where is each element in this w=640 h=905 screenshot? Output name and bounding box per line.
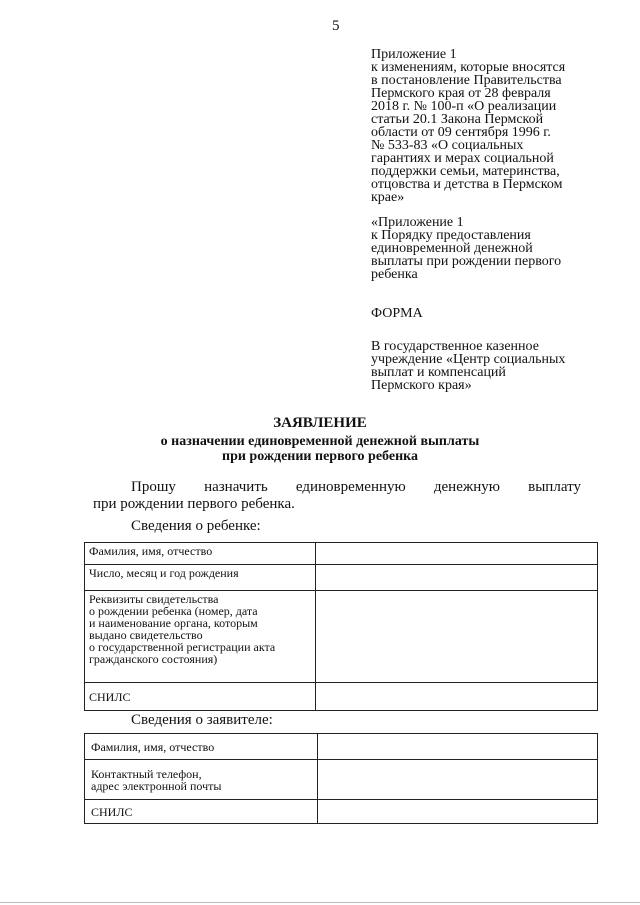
- applicant-full-name-row: [85, 734, 598, 760]
- applicant-snils-field[interactable]: [318, 800, 598, 824]
- page-number: 5: [332, 18, 340, 34]
- appendix-main-line: Пермского края от 28 февраля: [371, 86, 551, 101]
- document-subtitle-line1: о назначении единовременной денежной выплаты: [160, 434, 480, 449]
- page-bottom-edge: [0, 902, 640, 903]
- child-certificate-row: [85, 591, 598, 683]
- appendix-main-line: в постановление Правительства: [371, 73, 562, 88]
- request-word: единовременную: [295, 479, 406, 495]
- request-word: Прошу: [131, 479, 176, 495]
- addressee-line: В государственное казенное: [371, 339, 539, 354]
- appendix-main-line: 2018 г. № 100-п «О реализации: [371, 99, 557, 114]
- addressee-line: учреждение «Центр социальных: [371, 352, 566, 367]
- form-label: ФОРМА: [371, 306, 423, 321]
- child-section-heading: Сведения о ребенке:: [131, 518, 261, 534]
- child-birth-date-field[interactable]: [316, 565, 598, 591]
- child-certificate-field[interactable]: [316, 591, 598, 683]
- certificate-label-line: о рождении ребенка (номер, дата: [89, 604, 258, 618]
- applicant-contact-label: [85, 760, 318, 800]
- applicant-snils-label: СНИЛС: [85, 800, 318, 824]
- child-certificate-label: [85, 591, 316, 683]
- applicant-full-name-label: Фамилия, имя, отчество: [85, 734, 318, 760]
- appendix-procedure-line: единовременной денежной: [371, 241, 533, 256]
- appendix-main-line: области от 09 сентября 1996 г.: [371, 125, 551, 140]
- document-title: ЗАЯВЛЕНИЕ: [273, 415, 367, 431]
- contact-label-line: адрес электронной почты: [91, 778, 222, 793]
- appendix-main-line: отцовства и детства в Пермском: [371, 177, 563, 192]
- appendix-main-line: № 533-83 «О социальных: [371, 138, 524, 153]
- certificate-label-line: Реквизиты свидетельства: [89, 592, 219, 606]
- certificate-label-line: о государственной регистрации акта: [89, 640, 276, 654]
- appendix-main-line: статьи 20.1 Закона Пермской: [371, 112, 544, 127]
- document-subtitle-line2: при рождении первого ребенка: [222, 449, 418, 464]
- child-info-table: [84, 542, 598, 711]
- applicant-snils-row: [85, 800, 598, 824]
- appendix-main-line: к изменениям, которые вносятся: [371, 60, 566, 75]
- appendix-main-block: [371, 48, 603, 204]
- applicant-info-table: [84, 733, 598, 824]
- child-full-name-field[interactable]: [316, 543, 598, 565]
- child-snils-label: СНИЛС: [85, 683, 316, 711]
- appendix-main-line: поддержки семьи, материнства,: [371, 164, 560, 179]
- appendix-main-line: крае»: [371, 190, 405, 205]
- certificate-label-line: гражданского состояния): [89, 652, 218, 666]
- request-word: назначить: [204, 479, 268, 495]
- appendix-procedure-line: выплаты при рождении первого: [371, 254, 562, 269]
- request-text-line1: [131, 479, 581, 496]
- appendix-procedure-line: к Порядку предоставления: [371, 228, 531, 243]
- request-word: выплату: [528, 479, 581, 495]
- contact-label-line: Контактный телефон,: [91, 766, 202, 781]
- child-birth-date-row: [85, 565, 598, 591]
- appendix-main-line: Приложение 1: [371, 47, 457, 62]
- addressee-block: [371, 340, 603, 392]
- child-full-name-label: Фамилия, имя, отчество: [85, 543, 316, 565]
- request-text-line2: при рождении первого ребенка.: [93, 496, 295, 512]
- addressee-line: Пермского края»: [371, 378, 472, 393]
- applicant-full-name-field[interactable]: [318, 734, 598, 760]
- addressee-line: выплат и компенсаций: [371, 365, 506, 380]
- applicant-contact-field[interactable]: [318, 760, 598, 800]
- child-full-name-row: [85, 543, 598, 565]
- certificate-label-line: выдано свидетельство: [89, 628, 203, 642]
- certificate-label-line: и наименование органа, которым: [89, 616, 258, 630]
- appendix-procedure-line: ребенка: [371, 267, 418, 282]
- child-snils-row: [85, 683, 598, 711]
- child-birth-date-label: Число, месяц и год рождения: [85, 565, 316, 591]
- appendix-main-line: гарантиях и мерах социальной: [371, 151, 554, 166]
- appendix-procedure-line: «Приложение 1: [371, 215, 464, 230]
- appendix-procedure-block: [371, 216, 603, 281]
- applicant-contact-row: [85, 760, 598, 800]
- applicant-section-heading: Сведения о заявителе:: [131, 712, 273, 728]
- request-word: денежную: [433, 479, 500, 495]
- child-snils-field[interactable]: [316, 683, 598, 711]
